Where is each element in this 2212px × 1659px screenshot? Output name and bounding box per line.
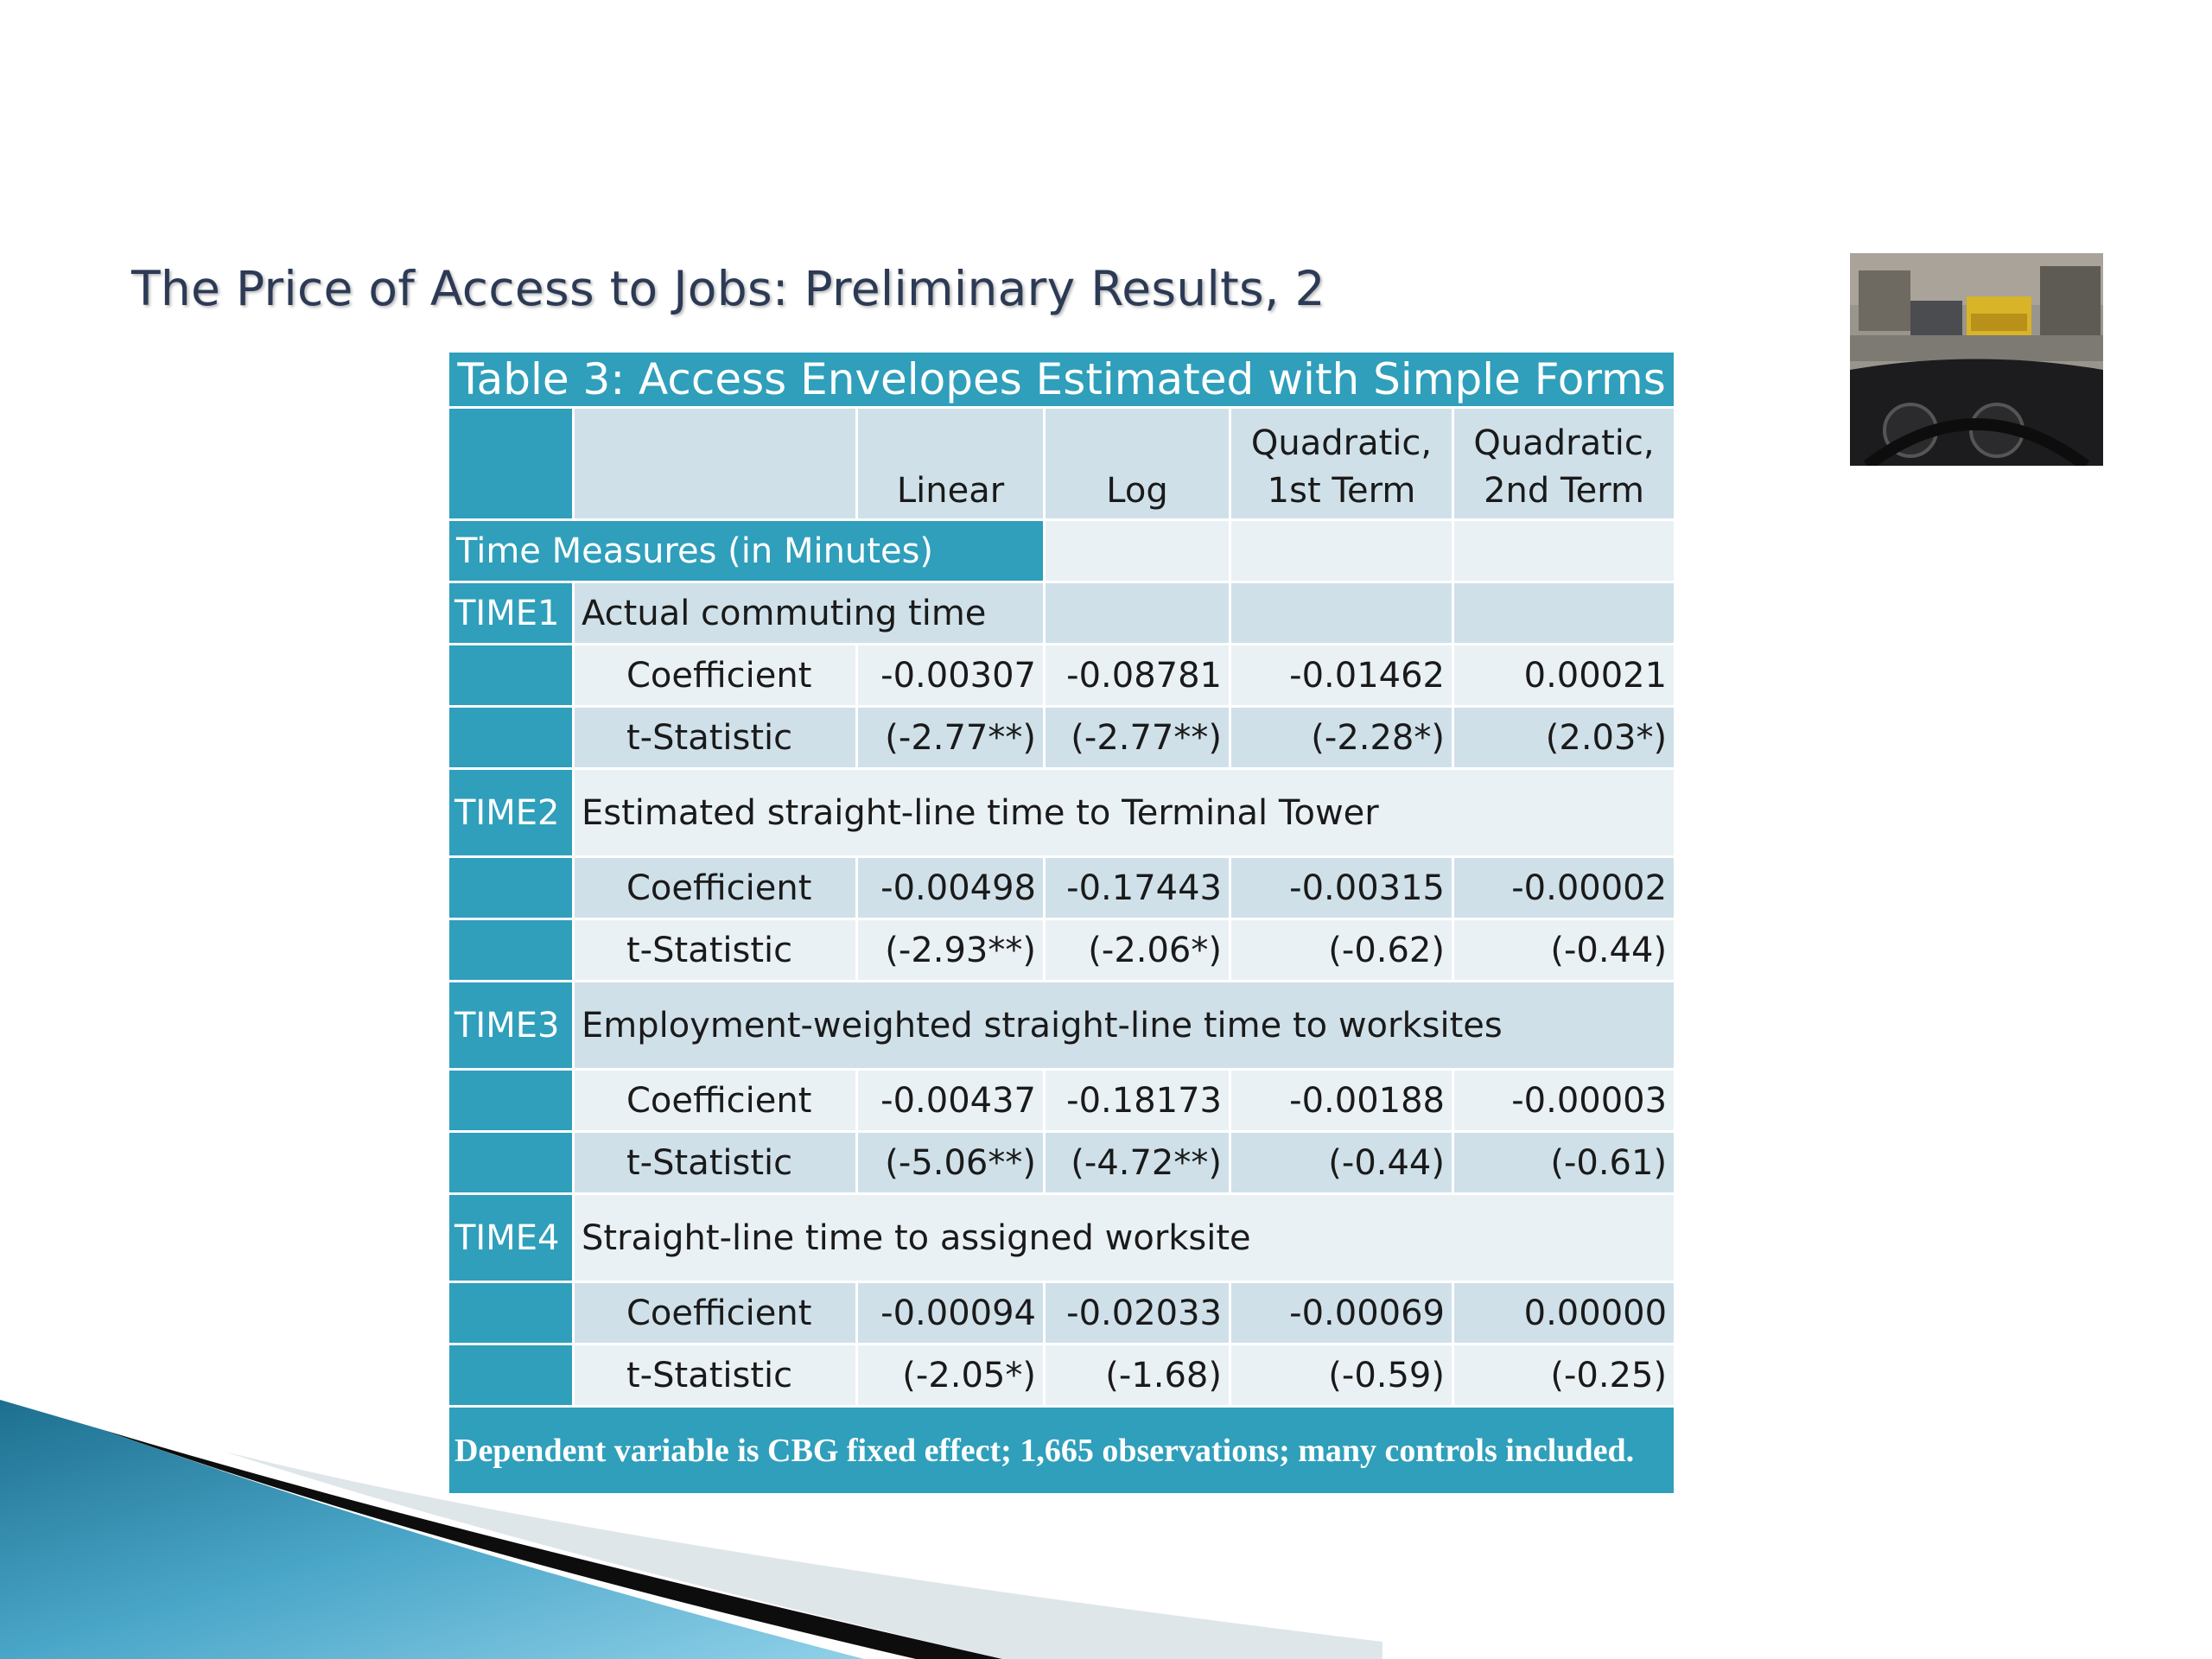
coefficient-label: Coefficient — [574, 1070, 857, 1132]
coefficient-value: -0.00002 — [1453, 857, 1675, 919]
coefficient-value: -0.00315 — [1230, 857, 1453, 919]
coefficient-label: Coefficient — [574, 645, 857, 707]
tstat-value: (-0.62) — [1230, 919, 1453, 982]
tstat-label: t-Statistic — [574, 1344, 857, 1407]
tstat-label: t-Statistic — [574, 919, 857, 982]
tstat-value: (-0.25) — [1453, 1344, 1675, 1407]
section-label: Time Measures (in Minutes) — [448, 520, 1045, 582]
coefficient-value: 0.00000 — [1453, 1282, 1675, 1344]
decorative-swoosh — [0, 1348, 1382, 1659]
measure-description: Estimated straight-line time to Terminal Tower — [574, 769, 1675, 857]
tstat-label: t-Statistic — [574, 1132, 857, 1194]
measure-code: TIME4 — [448, 1194, 574, 1282]
tstat-value: (-0.44) — [1230, 1132, 1453, 1194]
tstat-value: (-4.72**) — [1045, 1132, 1230, 1194]
coefficient-label: Coefficient — [574, 857, 857, 919]
measure-description: Actual commuting time — [574, 582, 1045, 645]
coefficient-value: -0.00307 — [857, 645, 1045, 707]
coefficient-value: -0.01462 — [1230, 645, 1453, 707]
col-header-quadratic-1st: Quadratic, 1st Term — [1230, 408, 1453, 520]
tstat-value: (-2.93**) — [857, 919, 1045, 982]
coefficient-value: -0.00188 — [1230, 1070, 1453, 1132]
tstat-value: (-1.68) — [1045, 1344, 1230, 1407]
col-header-quadratic-2nd: Quadratic, 2nd Term — [1453, 408, 1675, 520]
dashboard-photo — [1850, 253, 2103, 466]
measure-description: Straight-line time to assigned worksite — [574, 1194, 1675, 1282]
measure-code: TIME2 — [448, 769, 574, 857]
table-footnote: Dependent variable is CBG fixed effect; 1,665 observations; many controls included. — [448, 1407, 1675, 1495]
tstat-value: (2.03*) — [1453, 707, 1675, 769]
tstat-value: (-2.06*) — [1045, 919, 1230, 982]
coefficient-value: -0.00094 — [857, 1282, 1045, 1344]
coefficient-value: -0.00069 — [1230, 1282, 1453, 1344]
tstat-value: (-0.44) — [1453, 919, 1675, 982]
coefficient-value: 0.00021 — [1453, 645, 1675, 707]
coefficient-value: -0.18173 — [1045, 1070, 1230, 1132]
tstat-value: (-2.05*) — [857, 1344, 1045, 1407]
coefficient-value: -0.00437 — [857, 1070, 1045, 1132]
col-header-linear: Linear — [857, 408, 1045, 520]
tstat-value: (-2.77**) — [1045, 707, 1230, 769]
table-caption: Table 3: Access Envelopes Estimated with Simple Forms — [448, 352, 1675, 408]
tstat-label: t-Statistic — [574, 707, 857, 769]
tstat-value: (-2.28*) — [1230, 707, 1453, 769]
coefficient-value: -0.00003 — [1453, 1070, 1675, 1132]
coefficient-value: -0.00498 — [857, 857, 1045, 919]
tstat-value: (-2.77**) — [857, 707, 1045, 769]
coefficient-value: -0.08781 — [1045, 645, 1230, 707]
tstat-value: (-5.06**) — [857, 1132, 1045, 1194]
measure-code: TIME1 — [448, 582, 574, 645]
coefficient-value: -0.17443 — [1045, 857, 1230, 919]
coefficient-label: Coefficient — [574, 1282, 857, 1344]
results-table — [447, 350, 1676, 1496]
measure-code: TIME3 — [448, 982, 574, 1070]
header-blank — [574, 408, 857, 520]
col-header-log: Log — [1045, 408, 1230, 520]
coefficient-value: -0.02033 — [1045, 1282, 1230, 1344]
car-interior-image — [1850, 253, 2103, 466]
header-corner — [448, 408, 574, 520]
measure-description: Employment-weighted straight-line time to worksites — [574, 982, 1675, 1070]
tstat-value: (-0.59) — [1230, 1344, 1453, 1407]
tstat-value: (-0.61) — [1453, 1132, 1675, 1194]
slide-title: The Price of Access to Jobs: Preliminary Results, 2 — [131, 261, 1325, 316]
